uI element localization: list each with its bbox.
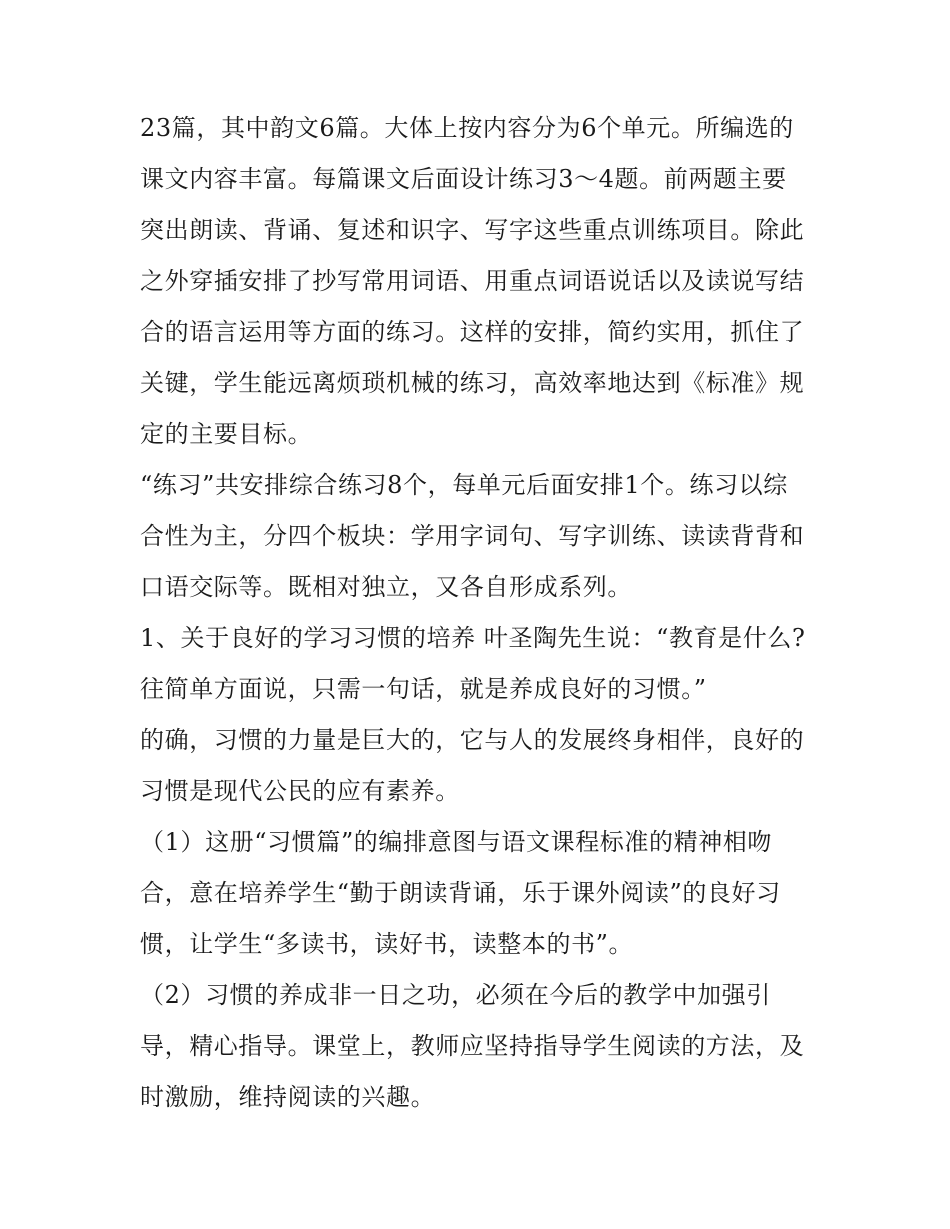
text-line: 关键，学生能远离烦琐机械的练习，高效率地达到《标准》规: [140, 369, 805, 397]
text-line: 时激励，维持阅读的兴趣。: [140, 1083, 436, 1111]
text-line: 习惯是现代公民的应有素养。: [140, 777, 460, 805]
text-line: 课文内容丰富。每篇课文后面设计练习3～4题。前两题主要: [140, 165, 787, 193]
text-line: （2）习惯的养成非一日之功，必须在今后的教学中加强引: [140, 981, 771, 1009]
text-line: 1、关于良好的学习习惯的培养 叶圣陶先生说：“教育是什么?: [140, 624, 806, 652]
text-line: 23篇，其中韵文6篇。大体上按内容分为6个单元。所编选的: [140, 114, 794, 142]
text-line: 定的主要目标。: [140, 420, 313, 448]
text-line: 口语交际等。既相对独立，又各自形成系列。: [140, 573, 632, 601]
text-line: 之外穿插安排了抄写常用词语、用重点词语说话以及读说写结: [140, 267, 805, 295]
text-line: 合性为主，分四个板块：学用字词句、写字训练、读读背背和: [140, 522, 805, 550]
text-line: “练习”共安排综合练习8个，每单元后面安排1个。练习以综: [140, 471, 788, 499]
text-line: 惯，让学生“多读书，读好书，读整本的书”。: [140, 930, 634, 958]
text-line: 往简单方面说，只需一句话，就是养成良好的习惯。”: [140, 675, 707, 703]
text-line: 导，精心指导。课堂上，教师应坚持指导学生阅读的方法，及: [140, 1032, 805, 1060]
text-line: 合，意在培养学生“勤于朗读背诵，乐于课外阅读”的良好习: [140, 879, 781, 907]
text-line: 的确，习惯的力量是巨大的，它与人的发展终身相伴，良好的: [140, 726, 805, 754]
text-line: 突出朗读、背诵、复述和识字、写字这些重点训练项目。除此: [140, 216, 805, 244]
text-line: （1）这册“习惯篇”的编排意图与语文课程标准的精神相吻: [140, 828, 773, 856]
text-line: 合的语言运用等方面的练习。这样的安排，简约实用，抓住了: [140, 318, 805, 346]
